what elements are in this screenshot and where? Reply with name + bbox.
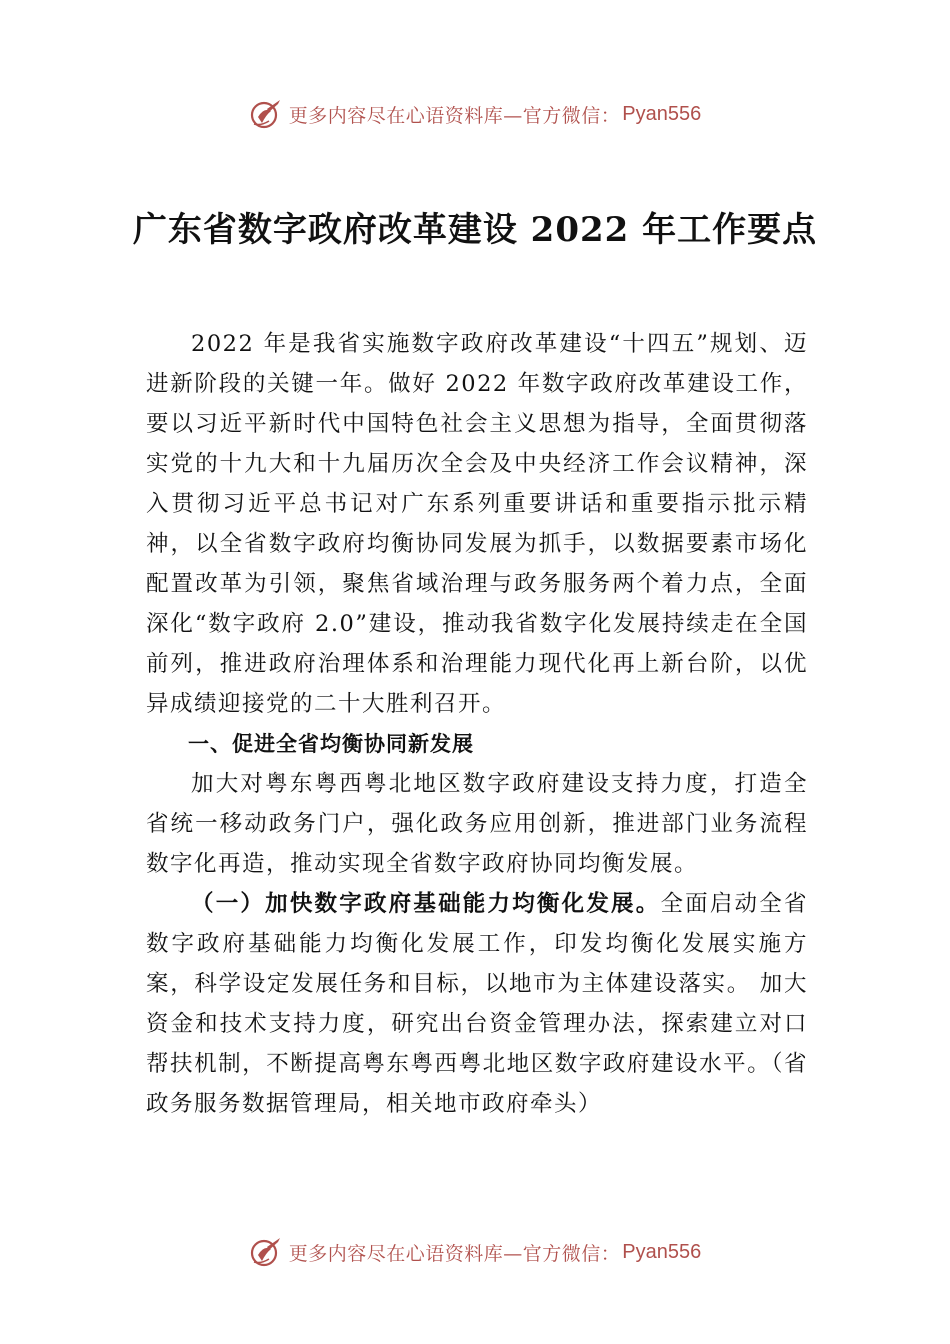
header-watermark-banner: [0, 94, 950, 134]
footer-watermark-banner: [0, 1232, 950, 1272]
watermark-text: 更多内容尽在心语资料库—官方微信：: [288, 1242, 621, 1265]
watermark-wechat-handle: Pyan556: [622, 1240, 702, 1263]
watermark-wechat-handle: Pyan556: [622, 102, 702, 125]
item-body: 全面启动全省数字政府基础能力均衡化发展工作，印发均衡化发展实施方案，科学设定发展任务和目标，以地市为主体建设落实。 加大资金和技术支持力度，研究出台资金管理办法，探索建立对口帮扶机制，不断提高粤东粤西粤北地区数字政府建设水平。（省政务服务数据管理局，相关地市政府牵头）: [146, 891, 808, 1117]
intro-paragraph: 2022 年是我省实施数字政府改革建设“十四五”规划、迈进新阶段的关键一年。做好 2022 年数字政府改革建设工作，要以习近平新时代中国特色社会主义思想为指导，全面贯彻落实党的十九大和十九届历次全会及中央经济工作会议精神，深入贯彻习近平总书记对广东系列重要讲话和重要指示批示精神，以全省数字政府均衡协同发展为抓手，以数据要素市场化配置改革为引领，聚焦省域治理与政务服务两个着力点，全面深化“数字政府 2.0”建设，推动我省数字化发展持续走在全国前列，推进政府治理体系和治理能力现代化再上新台阶，以优异成绩迎接党的二十大胜利召开。: [146, 331, 808, 717]
document-title: 广东省数字政府改革建设 2022 年工作要点: [132, 210, 818, 250]
watermark-text: 更多内容尽在心语资料库—官方微信：: [288, 104, 621, 127]
item-paragraph: [146, 884, 808, 1124]
section-heading: 一、促进全省均衡协同新发展: [188, 732, 474, 756]
document-body: [146, 324, 808, 1124]
item-lead: （一）加快数字政府基础能力均衡化发展。: [191, 891, 661, 917]
pen-logo-icon: [249, 1235, 283, 1269]
pen-logo-icon: [249, 97, 283, 131]
section-paragraph: 加大对粤东粤西粤北地区数字政府建设支持力度，打造全省统一移动政务门户，强化政务应用创新，推进部门业务流程数字化再造，推动实现全省数字政府协同均衡发展。: [146, 771, 808, 877]
